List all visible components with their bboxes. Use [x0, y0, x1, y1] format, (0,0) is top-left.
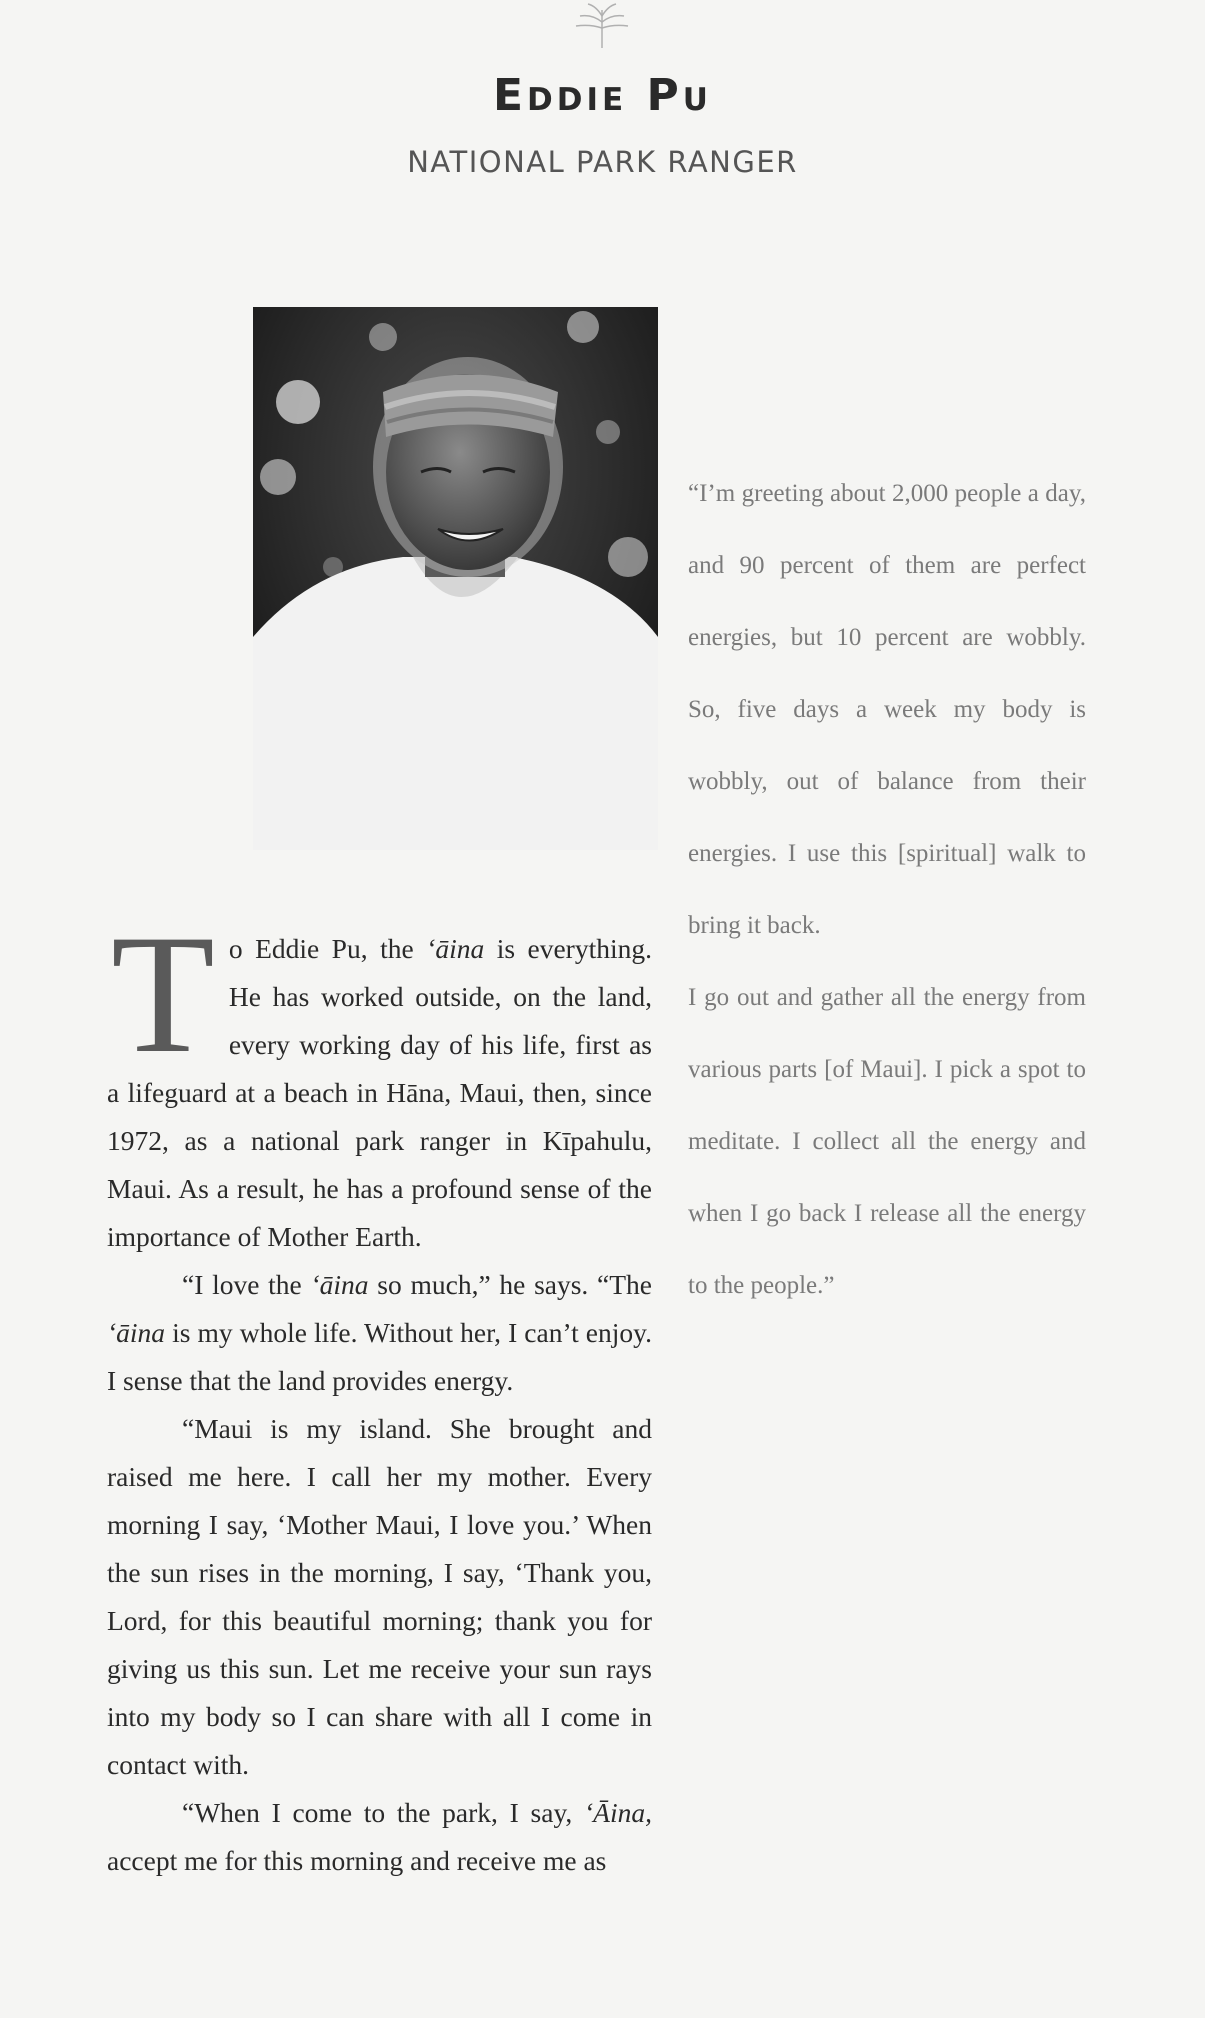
body-paragraph: [107, 1261, 652, 1405]
body-paragraph: [107, 900, 652, 1261]
body-text-span: so much,” he says. “The: [368, 1269, 652, 1300]
body-text-span: “I love the: [182, 1269, 311, 1300]
tree-ornament-icon: [562, 0, 642, 48]
pull-quote-paragraph: “I’m greeting about 2,000 people a day, and 90 percent of them are perfect energies, but 10 percent are wobbly. So, five days a week my body is wobbly, out of balance from their energies. I use this [spiritual] walk to bring it back.: [688, 480, 1086, 939]
body-text-span: is everything. He has worked outside, on the land, every working day of his life, first as a lifeguard at a beach in Hāna, Maui, then, since 1972, as a national park ranger in Kīpahulu, Maui. As a result, he has a profound sense of the importance of Mother Earth.: [107, 933, 652, 1252]
article-body: [107, 900, 652, 1885]
body-text-span: o Eddie Pu, the: [228, 933, 427, 964]
portrait-photo: [253, 307, 658, 850]
page-subtitle: NATIONAL PARK RANGER: [407, 145, 798, 179]
body-paragraph: “Maui is my island. She brought and raised me here. I call her my mother. Every morning I say, ‘Mother Maui, I love you.’ When the sun rises in the morning, I say, ‘Thank you, Lord, for this beautiful morning; thank you for giving us this sun. Let me receive your sun rays into my body so I can share with all I come in contact with.: [107, 1413, 652, 1780]
body-text-span: accept me for this morning and receive me as: [107, 1845, 607, 1876]
hawaiian-word: ʻĀina,: [584, 1797, 652, 1828]
body-paragraph: [107, 1789, 652, 1885]
pull-quote-paragraph: I go out and gather all the energy from various parts [of Maui]. I pick a spot to meditate. I collect all the energy and when I go back I release all the energy to the people.”: [688, 984, 1086, 1299]
body-text-span: “When I come to the park, I say,: [182, 1797, 585, 1828]
page-title: Eddie Pu: [493, 70, 712, 121]
hawaiian-word: ʻāina: [426, 933, 485, 964]
hawaiian-word: ʻāina: [310, 1269, 369, 1300]
pull-quote: [688, 458, 1086, 1322]
body-text-span: is my whole life. Without her, I can’t enjoy. I sense that the land provides energy.: [107, 1317, 652, 1396]
drop-cap: T: [111, 900, 215, 1088]
hawaiian-word: ʻāina: [107, 1317, 166, 1348]
